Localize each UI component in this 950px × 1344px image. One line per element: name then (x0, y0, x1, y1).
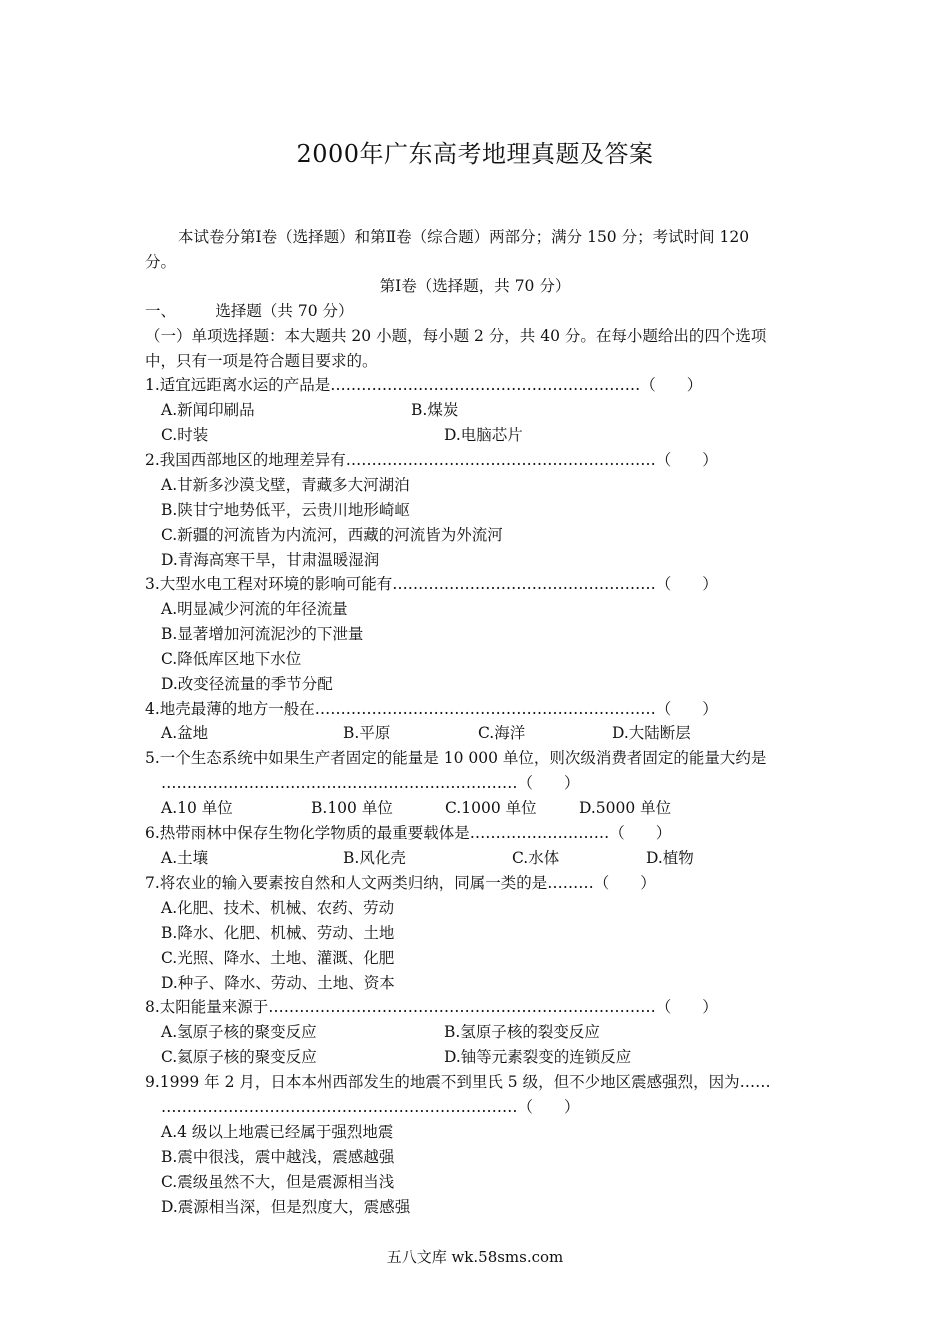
option-b: B.陕甘宁地势低平，云贵川地形崎岖 (161, 501, 410, 519)
option-d: D.种子、降水、劳动、土地、资本 (161, 974, 395, 992)
question-stem: 2.我国西部地区的地理差异有……………………………………………………（ ） (145, 451, 718, 469)
option-d: D.植物 (646, 849, 694, 867)
option-a: A.化肥、技术、机械、农药、劳动 (161, 899, 395, 917)
option-d: D.电脑芯片 (444, 426, 523, 444)
question-stem: 4.地壳最薄的地方一般在…………………………………………………………（ ） (145, 700, 718, 718)
option-c: C.氦原子核的聚变反应 (161, 1048, 317, 1066)
option-a: A.土壤 (161, 849, 209, 867)
part-heading: 一、 选择题（共 70 分） (145, 302, 354, 320)
option-c: C.水体 (512, 849, 560, 867)
question-stem: 3.大型水电工程对环境的影响可能有……………………………………………（ ） (145, 575, 718, 593)
option-a: A.盆地 (161, 724, 209, 742)
page-footer: 五八文库 wk.58sms.com (386, 1248, 564, 1266)
sub-heading-cont: 中，只有一项是符合题目要求的。 (145, 352, 378, 370)
option-a: A.4 级以上地震已经属于强烈地震 (161, 1123, 394, 1141)
question-stem-cont: ……………………………………………………………（ ） (161, 774, 580, 792)
question-stem-cont: ……………………………………………………………（ ） (161, 1098, 580, 1116)
option-a: A.氢原子核的聚变反应 (161, 1023, 317, 1041)
option-b: B.平原 (343, 724, 391, 742)
option-d: D.改变径流量的季节分配 (161, 675, 333, 693)
option-d: D.震源相当深，但是烈度大，震感强 (161, 1198, 411, 1216)
option-c: C.新疆的河流皆为内流河，西藏的河流皆为外流河 (161, 526, 503, 544)
option-d: D.青海高寒干旱，甘肃温暖湿润 (161, 551, 380, 569)
option-c: C.光照、降水、土地、灌溉、化肥 (161, 949, 395, 967)
question-stem: 6.热带雨林中保存生物化学物质的最重要载体是………………………（ ） (145, 824, 672, 842)
intro-text: 本试卷分第Ⅰ卷（选择题）和第Ⅱ卷（综合题）两部分；满分 150 分；考试时间 120 (178, 228, 750, 246)
option-c: C.震级虽然不大，但是震源相当浅 (161, 1173, 395, 1191)
question-stem: 7.将农业的输入要素按自然和人文两类归纳，同属一类的是………（ ） (145, 874, 656, 892)
option-c: C.时装 (161, 426, 209, 444)
option-d: D.大陆断层 (612, 724, 691, 742)
question-stem: 1.适宜远距离水运的产品是……………………………………………………（ ） (145, 376, 703, 394)
option-b: B.降水、化肥、机械、劳动、土地 (161, 924, 395, 942)
sub-heading: （一）单项选择题：本大题共 20 小题，每小题 2 分，共 40 分。在每小题给出的四个选项 (145, 327, 767, 345)
option-d: D.铀等元素裂变的连锁反应 (444, 1048, 632, 1066)
question-stem: 5.一个生态系统中如果生产者固定的能量是 10 000 单位，则次级消费者固定的能量大约是 (145, 749, 767, 767)
option-b: B.100 单位 (311, 799, 393, 817)
option-c: C.降低库区地下水位 (161, 650, 302, 668)
option-a: A.甘新多沙漠戈壁，青藏多大河湖泊 (161, 476, 410, 494)
section-heading: 第Ⅰ卷（选择题，共 70 分） (379, 277, 571, 295)
document-title: 2000年广东高考地理真题及答案 (296, 140, 654, 168)
option-b: B.风化壳 (343, 849, 406, 867)
option-b: B.震中很浅，震中越浅，震感越强 (161, 1148, 395, 1166)
option-c: C.1000 单位 (445, 799, 537, 817)
option-b: B.氢原子核的裂变反应 (444, 1023, 600, 1041)
option-b: B.煤炭 (411, 401, 459, 419)
question-stem: 8.太阳能量来源于…………………………………………………………………（ ） (145, 998, 718, 1016)
option-c: C.海洋 (478, 724, 526, 742)
option-a: A.10 单位 (161, 799, 233, 817)
option-d: D.5000 单位 (579, 799, 672, 817)
question-stem: 9.1999 年 2 月，日本本州西部发生的地震不到里氏 5 级，但不少地区震感强烈，因为…… (145, 1073, 771, 1091)
option-b: B.显著增加河流泥沙的下泄量 (161, 625, 364, 643)
intro-text-cont: 分。 (145, 253, 177, 271)
option-a: A.新闻印刷品 (161, 401, 255, 419)
option-a: A.明显减少河流的年径流量 (161, 600, 348, 618)
